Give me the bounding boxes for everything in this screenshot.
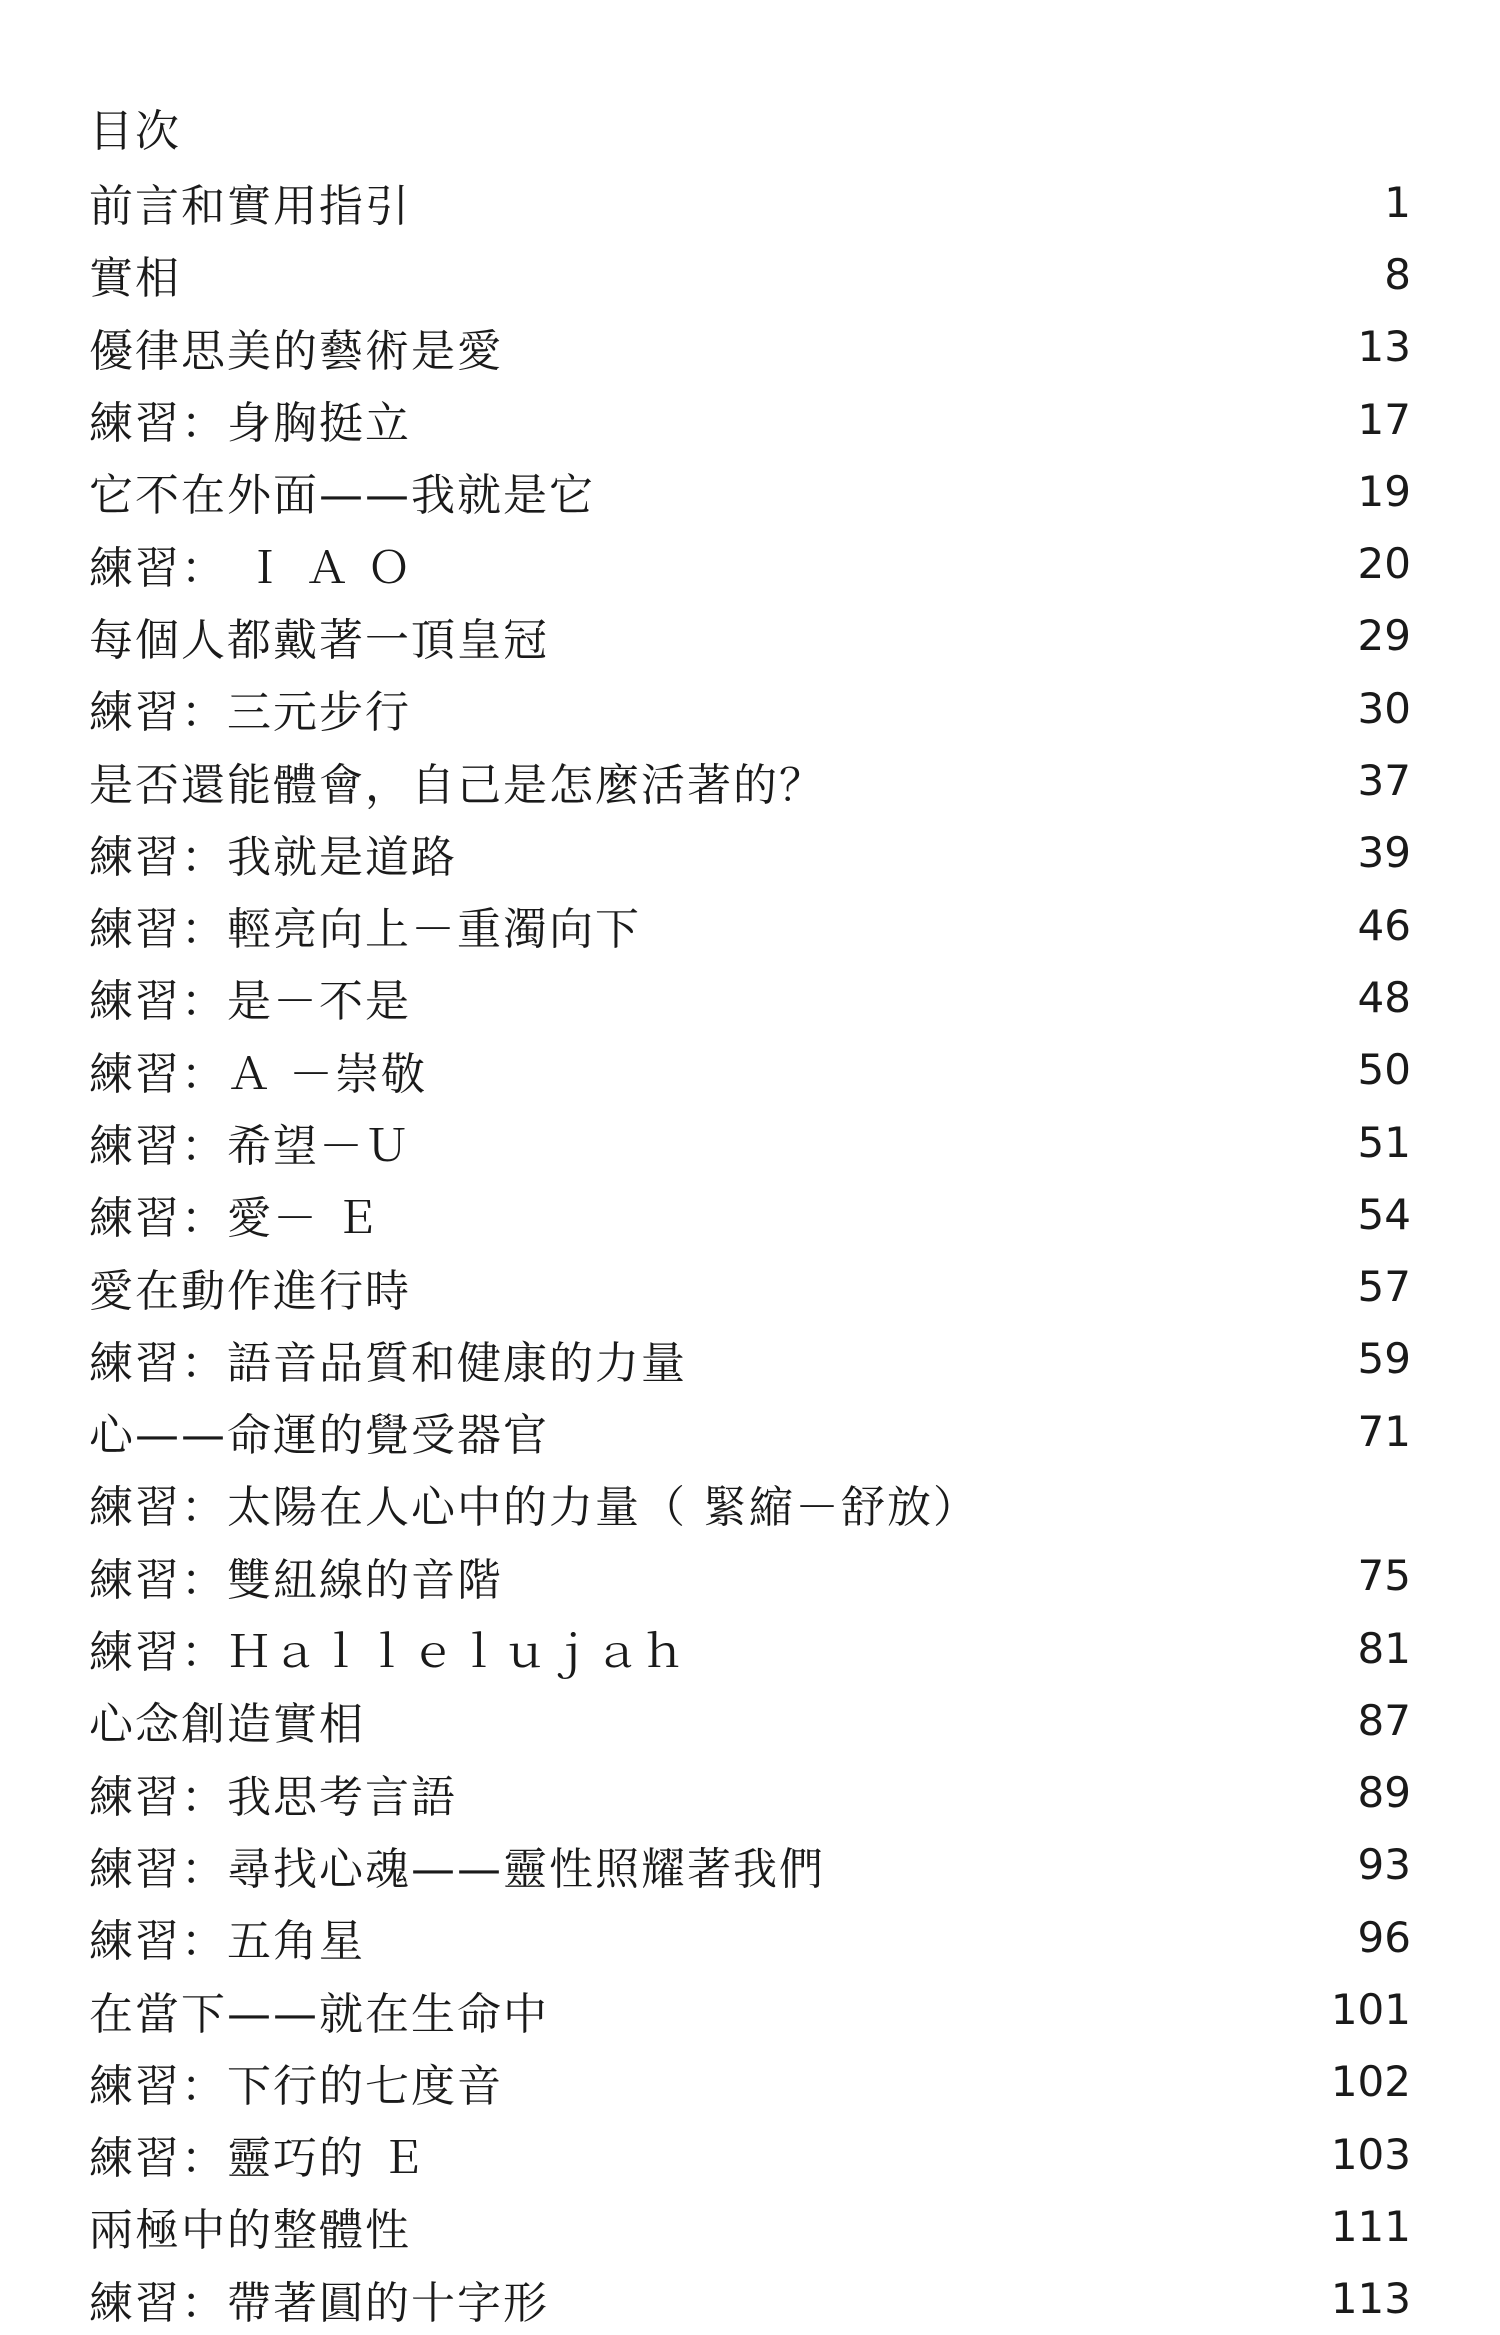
toc-entry-page-number: 87 [1357,1695,1411,1745]
toc-entry-page-number: 111 [1330,2201,1411,2251]
toc-entry [89,383,1411,455]
toc-entry-page-number: 75 [1357,1551,1411,1601]
toc-entry [89,1973,1411,2045]
toc-entry-title: 練習：下行的七度音 [89,2060,503,2112]
toc-entry [89,961,1411,1033]
toc-entry-title: 練習：帶著圓的十字形 [89,2277,549,2329]
toc-entry-page-number: 48 [1357,972,1411,1022]
toc-entry [89,1323,1411,1395]
toc-entry [89,527,1411,599]
toc-entry [89,1757,1411,1829]
toc-entry-title: 練習：Ｈａｌｌｅｌｕｊａｈ [89,1627,687,1679]
toc-heading: 目次 [89,106,181,157]
toc-entry [89,1250,1411,1322]
toc-entry [89,238,1411,310]
toc-entry [89,817,1411,889]
toc-entry [89,311,1411,383]
toc-entry-title: 它不在外面——我就是它 [89,470,595,522]
toc-entry-page-number: 50 [1357,1045,1411,1095]
toc-entry [89,1395,1411,1467]
toc-entry [89,166,1411,238]
toc-entry [89,600,1411,672]
toc-entry-title: 兩極中的整體性 [89,2205,411,2257]
toc-entry-page-number: 93 [1357,1840,1411,1890]
toc-entry-title: 練習：雙紐線的音階 [89,1554,503,1606]
toc-entry-title: 練習：太陽在人心中的力量（ 緊縮－舒放） [89,1482,979,1534]
toc-entry-title: 前言和實用指引 [89,181,411,233]
toc-entry [89,1540,1411,1612]
toc-entry-title: 練習：五角星 [89,1916,365,1968]
toc-entry-title: 練習：愛－ Ｅ [89,1193,381,1245]
toc-entry-page-number: 51 [1357,1117,1411,1167]
toc-entry-title: 練習： Ｉ Ａ Ｏ [89,542,413,594]
toc-entry-page-number: 102 [1330,2057,1411,2107]
toc-entry [89,672,1411,744]
toc-entry-title: 練習：希望－Ｕ [89,1121,411,1172]
toc-entry-title: 優律思美的藝術是愛 [89,325,503,377]
toc-entry-title: 練習：靈巧的 Ｅ [89,2133,427,2185]
toc-entry-page-number: 103 [1330,2129,1411,2179]
toc-entry-title: 愛在動作進行時 [89,1265,411,1317]
toc-entry [89,1178,1411,1250]
toc-entry [89,744,1411,816]
toc-entry [89,1829,1411,1901]
toc-entry [89,2190,1411,2262]
toc-entry-page-number: 1 [1384,177,1411,227]
toc-entry-title: 是否還能體會，自己是怎麼活著的？ [89,759,825,811]
toc-entry [89,2046,1411,2118]
toc-entry-page-number: 29 [1357,611,1411,661]
toc-entry [89,1684,1411,1756]
toc-entry-page-number: 20 [1357,539,1411,589]
toc-entry-title: 實相 [89,253,181,305]
toc-entry-title: 練習：Ａ －崇敬 [89,1048,427,1100]
toc-entry [89,1034,1411,1106]
toc-entry-title: 練習：輕亮向上－重濁向下 [89,904,641,956]
toc-entry-title: 練習：三元步行 [89,687,411,739]
toc-entry [89,455,1411,527]
toc-entry-page-number: 113 [1330,2274,1411,2324]
toc-entry-page-number: 54 [1357,1189,1411,1239]
toc-entry-page-number: 57 [1357,1262,1411,1312]
toc-entry-page-number: 46 [1357,900,1411,950]
toc-entry-title: 練習：我就是道路 [89,831,457,883]
toc-entry [89,1612,1411,1684]
toc-entry-page-number: 59 [1357,1334,1411,1384]
toc-entry-title: 練習：身胸挺立 [89,398,411,450]
toc-entry [89,2263,1411,2335]
toc-entry-page-number: 8 [1384,249,1411,299]
toc-entry-title: 每個人都戴著一頂皇冠 [89,614,549,666]
toc-entry [89,1106,1411,1178]
toc-list [89,166,1411,2335]
toc-entry-page-number: 71 [1357,1406,1411,1456]
toc-entry-title: 練習：語音品質和健康的力量 [89,1337,687,1389]
toc-entry-page-number: 96 [1357,1912,1411,1962]
toc-entry [89,2118,1411,2190]
toc-entry [89,889,1411,961]
toc-entry-page-number: 81 [1357,1623,1411,1673]
toc-entry-title: 在當下——就在生命中 [89,1988,549,2040]
toc-entry [89,1467,1411,1539]
toc-entry-title: 心念創造實相 [89,1699,365,1751]
toc-entry-title: 心——命運的覺受器官 [89,1410,549,1462]
toc-entry-page-number: 39 [1357,828,1411,878]
toc-entry-page-number: 17 [1357,394,1411,444]
toc-entry-page-number: 89 [1357,1768,1411,1818]
toc-entry-page-number: 13 [1357,322,1411,372]
toc-entry-page-number: 101 [1330,1985,1411,2035]
toc-entry-title: 練習：我思考言語 [89,1771,457,1823]
toc-entry-title: 練習：是－不是 [89,976,411,1028]
toc-entry-page-number: 37 [1357,756,1411,806]
toc-entry-page-number: 19 [1357,466,1411,516]
toc-entry [89,1901,1411,1973]
toc-entry-page-number: 30 [1357,683,1411,733]
toc-entry-title: 練習：尋找心魂——靈性照耀著我們 [89,1843,825,1895]
